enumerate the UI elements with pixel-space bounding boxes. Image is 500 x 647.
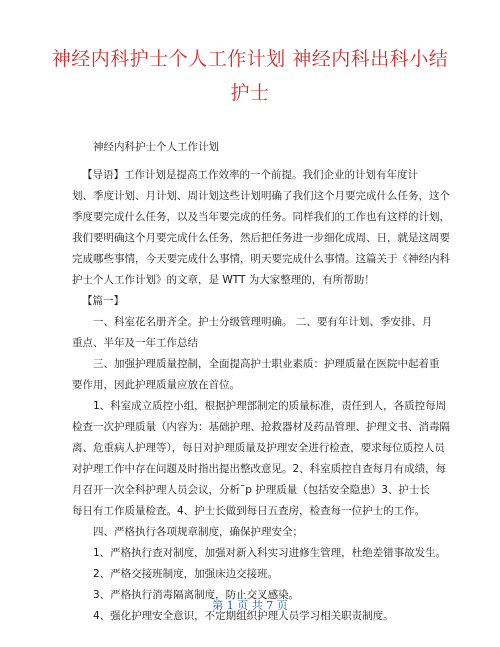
body-line: 划、季度计划、月计划、周计划这些计划明确了我们这个月要完成什么任务，这个: [72, 190, 450, 202]
body-line: 4、强化护理安全意识，不定期组织护理人员学习相关职责制度。: [93, 610, 394, 622]
body-line: 季度要完成什么任务，以及当年要完成的任务。同样我们的工作也有这样的计划，: [72, 211, 450, 223]
body-line: 离、危重病人护理等），每日对护理质量及护理安全进行检查，要求每位质控人员: [72, 442, 445, 454]
body-line: 护士个人工作计划》的文章，是 WTT 为大家整理的，有所帮助！: [72, 274, 375, 286]
body-line: 1、科室成立质控小组，根据护理部制定的质量标准，责任到人，各质控每周: [93, 400, 447, 412]
title-line-2: 护士: [230, 82, 270, 104]
body-line: 三、加强护理质量控制，全面提高护士职业素质：护理质量在医院中起着重: [93, 358, 440, 370]
body-line: 一、科室花名册齐全。护士分级管理明确。 二、要有年计划、季安排、月: [93, 316, 433, 328]
body-line: 完成哪些事情，今天要完成什么事情，明天要完成什么事情。这篇关于《神经内科: [72, 253, 450, 265]
body-line: 检查一次护理质量（内容为：基础护理、抢救器材及药品管理、护理文书、消毒隔: [72, 421, 450, 433]
body-line: 对护理工作中存在问题及时指出提出整改意见。2、科室质控自查每月有成绩，每: [72, 463, 447, 475]
body-line: 四、严格执行各项规章制度，确保护理安全；: [93, 526, 303, 538]
body-line: 要作用，因此护理质量应放在首位。: [72, 379, 240, 391]
section-subtitle: 神经内科护士个人工作计划: [93, 141, 219, 153]
document-body: [72, 137, 450, 627]
body-line: 我们要明确这个月要完成什么任务，然后把任务进一步细化成周、日，就是这周要: [72, 232, 450, 244]
body-line: 3、严格执行消毒隔离制度，防止交叉感染。: [93, 589, 300, 601]
section-heading: 【篇一】: [82, 295, 124, 307]
body-line: 2、严格交接班制度，加强床边交接班。: [93, 568, 279, 580]
body-line: 重点、半年及一年工作总结: [72, 337, 198, 349]
title-line-1: 神经内科护士个人工作计划 神经内科出科小结: [51, 48, 449, 70]
page-number: 第 1 页 共 7 页: [212, 599, 288, 612]
body-line: 每日有工作质量检查。4、护士长做到每日五查房，检查每一位护士的工作。: [72, 505, 426, 517]
body-line: 1、严格执行查对制度，加强对新入科实习进修生管理，杜绝差错事故发生。: [93, 547, 447, 559]
body-line: 【导语】工作计划是提高工作效率的一个前提。我们企业的计划有年度计: [82, 169, 418, 181]
document-title: [40, 42, 460, 110]
body-line: 月召开一次全科护理人员会议，分析ˉp 护理质量（包括安全隐患）3、护士长: [72, 484, 430, 496]
